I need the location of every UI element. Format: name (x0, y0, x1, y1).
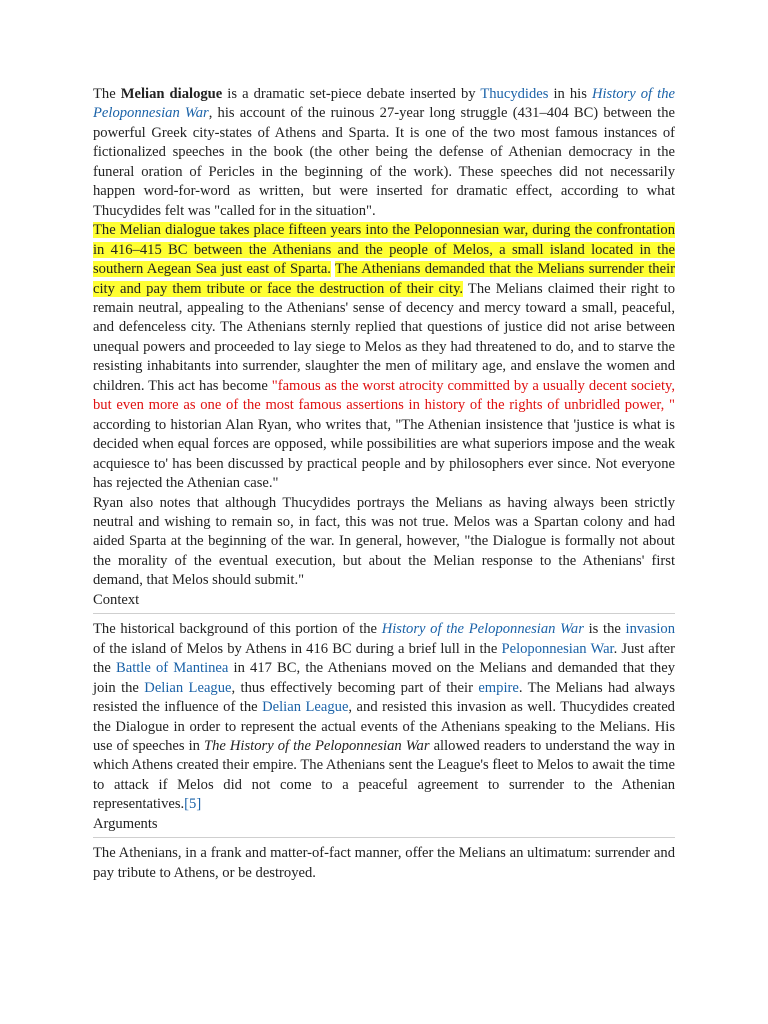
background-text-2: according to historian Alan Ryan, who writes that, "The Athenian insistence that 'justice is what is decided when equal forces are opposed, while possibilities are what superiors impose and the weak acquiesce to' has been discussed by practical people and by philosophers ever since. Not everyone has rejected the Athenian case." (93, 416, 675, 492)
context-text-3: of the island of Melos by Athens in 416 BC during a brief lull in the (93, 640, 502, 657)
article-body (93, 85, 675, 883)
highlighted-sentence-1: The Melian dialogue takes place fifteen years into the Peloponnesian war, during the confrontation in 416–415 BC between the Athenians and the people of Melos, a small island located in the southern Aegean Sea just east of Sparta. (93, 222, 675, 278)
arguments-heading: Arguments (93, 815, 158, 832)
delian-league-link[interactable]: Delian League (144, 679, 232, 696)
reference-5-link[interactable]: [5] (184, 796, 202, 813)
delian-league-link-2[interactable]: Delian League (262, 699, 349, 716)
context-text-5: in 417 BC, the Athenians moved on the Melians and demanded that they join the (93, 660, 675, 696)
context-text-9: allowed readers to understand the way in which Athens created their empire. The Athenians sent the League's fleet to Melos to await the time to attack if Melos did not come to a peaceful agreement to surrender to the Athenian representatives. (93, 737, 675, 813)
intro-text-1: The (93, 86, 121, 102)
history-title-italic: The History of the Peloponnesian War (203, 737, 430, 754)
arguments-divider (93, 837, 675, 838)
context-text-7: . The Melians had always resisted the influence of the (93, 679, 675, 716)
empire-link[interactable]: empire (478, 679, 519, 696)
context-divider (93, 613, 675, 614)
intro-text-2: is a dramatic set-piece debate inserted by (222, 86, 481, 102)
highlighted-sentence-2: The Athenians demanded that the Melians surrender their city and pay them tribute or face the destruction of their city. (93, 261, 675, 297)
context-paragraph (93, 620, 675, 815)
thucydides-link[interactable]: Thucydides (480, 86, 549, 102)
red-quote: "famous as the worst atrocity committed by a usually decent society, but even more as one of the most famous assertions in history of the rights of unbridled power, " (93, 377, 675, 414)
context-text-2: is the (583, 621, 626, 638)
melian-dialogue-term: Melian dialogue (120, 86, 223, 102)
history-peloponnesian-war-link-2[interactable]: History of the Peloponnesian War (381, 621, 584, 638)
context-text-6: , thus effectively becoming part of their (231, 679, 479, 696)
peloponnesian-war-link[interactable]: Peloponnesian War (501, 640, 614, 657)
context-text-1: The historical background of this portion of the (93, 621, 382, 638)
history-peloponnesian-war-link[interactable]: History of the Peloponnesian War (93, 86, 675, 122)
context-text-4: . Just after the (93, 640, 675, 677)
context-text-8: , and resisted this invasion as well. Thucydides created the Dialogue in order to represent the actual events of the Athenians speaking to the Melians. His use of speeches in (93, 699, 675, 754)
intro-text-4: , his account of the ruinous 27-year long struggle (431–404 BC) between the powerful Greek city-states of Athens and Sparta. It is one of the two most famous instances of fictionalized speeches in the book (the other being the defense of Athenian democracy in the funeral oration of Pericles in the beginning of the work). These speeches did not necessarily happen word-for-word as written, but were inserted for dramatic effect, according to what Thucydides felt was "called for in the situation". (93, 105, 675, 219)
background-paragraph (93, 221, 675, 493)
context-heading: Context (93, 591, 140, 608)
ryan-paragraph: Ryan also notes that although Thucydides portrays the Melians as having always been strictly neutral and wishing to remain so, in fact, this was not true. Melos was a Spartan colony and had aided Sparta at the beginning of the war. In general, however, "the Dialogue is formally not about the morality of the eventual execution, but about the Melian response to the Athenians' first demand, that Melos should submit." (93, 494, 675, 589)
intro-paragraph (93, 85, 675, 221)
battle-of-mantinea-link[interactable]: Battle of Mantinea (115, 660, 229, 677)
background-text-1: The Melians claimed their right to remain neutral, appealing to the Athenians' sense of decency and mercy toward a small, peaceful, and defenceless city. The Athenians sternly replied that questions of justice did not arise between unequal powers and proceeded to lay siege to Melos as they had threatened to do, and to starve the resisting inhabitants into surrender, slaughter the men of military age, and enslave the women and children. This act has become (93, 280, 675, 394)
invasion-link[interactable]: invasion (625, 621, 675, 638)
intro-text-3: in his (548, 86, 592, 102)
arguments-paragraph: The Athenians, in a frank and matter-of-fact manner, offer the Melians an ultimatum: surrender and pay tribute to Athens, or be destroyed. (93, 845, 675, 881)
